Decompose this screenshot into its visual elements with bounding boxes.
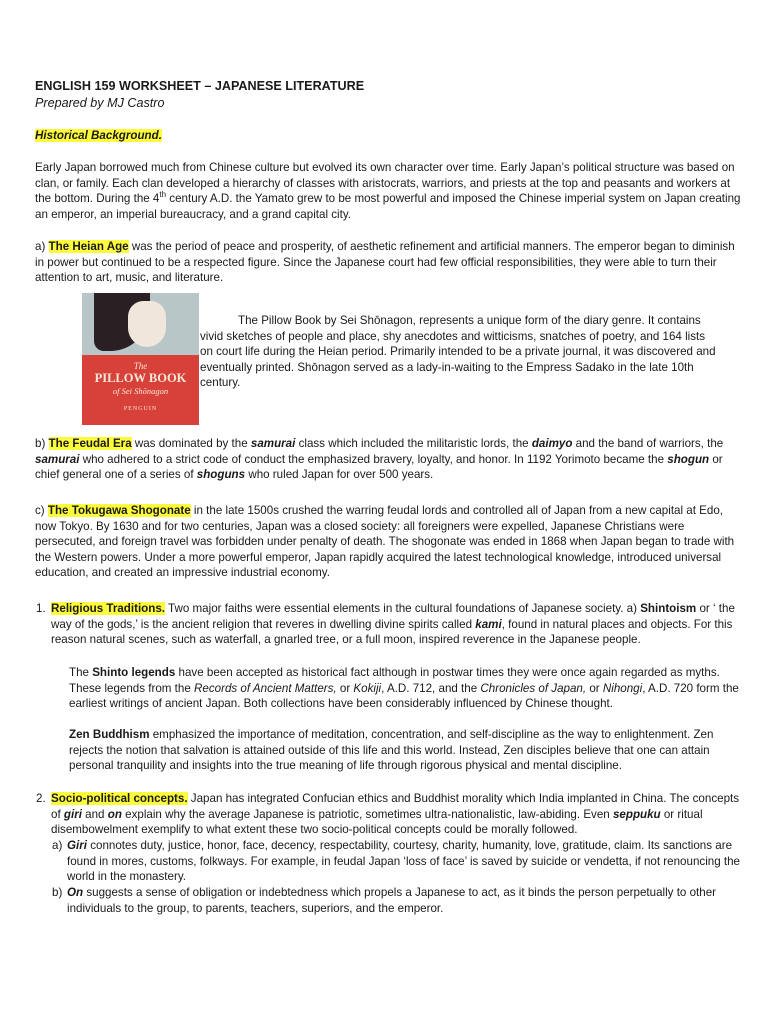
zen-buddhism-label: Zen Buddhism <box>69 728 150 741</box>
socio-text-2: and <box>81 807 108 821</box>
subitem-prefix: b) <box>52 886 63 899</box>
tokugawa-prefix: c) <box>35 504 48 517</box>
pillow-book-cover-image <box>82 293 199 425</box>
shinto-legends-label: Shinto legends <box>92 666 176 679</box>
tokugawa-text: in the late 1500s crushed the warring feudal lords and controlled all of Japan from a new capital at Edo, now Tokyo. By 1630 and for two centuries, Japan was a closed society: all foreigners were expelled, Japanese Christians were persecuted, and foreign travel was forbidden under penalty of death. The shogonate was ended in 1868 when Japan began to trade with the Western powers. Under a more powerful emperor, Japan rapidly acquired the latest technological knowledge, introduced universal education, and created an impressive industrial economy. <box>35 504 735 580</box>
historical-text-1: Early Japan borrowed much from Chinese culture but evolved its own character over time. Early Japan’s political structure was based on clan, or family. Each clan developed a hierarchy of classes with aristocrats, warriors, and priests at the top and peasants and workers at the bottom. During the 4 <box>35 161 735 206</box>
on-label: On <box>67 886 84 899</box>
shinto-text-4: or <box>586 681 603 695</box>
on-text: suggests a sense of obligation or indebtedness which propels a Japanese to act, as it binds the person perpetually to other individuals to the group, to parents, teachers, superiors, and the emperor. <box>67 886 717 915</box>
feudal-text-6: who ruled Japan for over 500 years. <box>245 468 434 482</box>
shinto-text-2: or <box>336 681 354 695</box>
socio-political-label: Socio-political concepts. <box>51 792 188 805</box>
shinto-text-5: , A.D. 720 form the earliest writings of ancient Japan. Both collections have been considerably influenced by Chinese thought. <box>69 681 739 711</box>
cover-illustration <box>82 293 199 355</box>
cover-face <box>128 301 166 347</box>
shinto-text-3: , A.D. 712, and the <box>381 681 481 695</box>
term-seppuku: seppuku <box>612 807 661 821</box>
pillow-book-paragraph: The Pillow Book by Sei Shōnagon, represents a unique form of the diary genre. It contains vivid sketches of people and place, shy anecdotes and witticisms, snatches of poetry, and 164 lists on court life during the Heian period. Primarily intended to be a private journal, it was discovered and eventually printed. Shōnagon served as a lady-in-waiting to the Empress Sadako in the late 10th century. <box>200 314 716 390</box>
socio-text-1: Japan has integrated Confucian ethics and Buddhist morality which India implanted in China. The concepts of <box>51 792 740 821</box>
term-shogun: shogun <box>667 452 710 466</box>
heian-label: The Heian Age <box>48 240 129 253</box>
religious-text-2: or ‘ the way of the gods,’ is the ancient religion that reveres in dwelling divine spirits called <box>51 602 735 631</box>
term-kami: kami <box>475 617 502 631</box>
shinto-legends-paragraph <box>69 665 742 712</box>
cover-title-line-1: The <box>133 361 148 371</box>
term-daimyo: daimyo <box>531 437 573 450</box>
term-shintoism: Shintoism <box>640 602 697 615</box>
cover-title-line-3: of Sei Shōnagon <box>112 386 169 396</box>
ordinal-suffix: th <box>159 190 167 200</box>
cover-title-line-2: PILLOW BOOK <box>94 371 187 385</box>
term-on: on <box>107 807 122 821</box>
heian-prefix: a) <box>35 240 49 253</box>
on-subitem <box>52 885 742 916</box>
tokugawa-paragraph <box>35 503 742 581</box>
title-kokiji: Kokiji <box>353 681 382 695</box>
tokugawa-label: The Tokugawa Shogonate <box>47 504 191 517</box>
title-records-of-ancient-matters: Records of Ancient Matters, <box>194 681 337 695</box>
zen-text: emphasized the importance of meditation, concentration, and self-discipline as the way to enlightenment. Zen rejects the notion that salvation is attained outside of this life and this world. Instead, Zen disciples believe that one can attain personal tranquility and insights into the true meaning of life through rigorous physical and mental discipline. <box>69 728 714 773</box>
giri-text: connotes duty, justice, honor, face, decency, respectability, courtesy, charity, humanity, love, gratitude, claim. Its sanctions are found in mores, customs, folkways. For example, in feudal Japan ‘loss of face’ is saved by suicide or vendetta, if not renouncing the world in the monastery. <box>67 839 741 884</box>
page-title: ENGLISH 159 WORKSHEET – JAPANESE LITERATURE <box>35 79 365 93</box>
term-shoguns: shoguns <box>196 468 246 482</box>
list-number: 2. <box>36 792 46 805</box>
feudal-text-1: was dominated by the <box>131 437 251 450</box>
shinto-text-1: have been accepted as historical fact although in postwar times they were once again regarded as myths. These legends from the <box>69 666 720 695</box>
socio-political-item <box>36 791 742 838</box>
feudal-text-5: or chief general one of a series of <box>35 452 723 482</box>
historical-background-paragraph <box>35 160 742 222</box>
feudal-text-4: who adhered to a strict code of conduct the emphasized bravery, loyalty, and honor. In 1192 Yorimoto became the <box>79 452 668 466</box>
giri-label: Giri <box>67 839 87 852</box>
feudal-label: The Feudal Era <box>48 437 132 450</box>
socio-text-3: explain why the average Japanese is patriotic, sometimes ultra-nationalistic, law-abiding. Even <box>121 807 613 821</box>
feudal-paragraph <box>35 436 742 483</box>
religious-traditions-label: Religious Traditions. <box>51 602 166 615</box>
list-number: 1. <box>36 602 46 615</box>
subitem-prefix: a) <box>52 839 63 852</box>
socio-text-4: or ritual disembowelment exemplify to what extent these two socio-political concepts could be morally followed. <box>51 807 703 837</box>
religious-text-1: Two major faiths were essential elements in the cultural foundations of Japanese society. a) <box>165 602 641 615</box>
feudal-text-3: and the band of warriors, the <box>572 437 724 450</box>
zen-buddhism-paragraph <box>69 727 742 774</box>
term-giri: giri <box>63 807 82 821</box>
title-nihongi: Nihongi <box>602 681 643 695</box>
page-subtitle: Prepared by MJ Castro <box>35 96 165 110</box>
historical-text-2: century A.D. the Yamato grew to be most powerful and imposed the Chinese imperial system on Japan creating an emperor, an imperial bureaucracy, and a grand capital city. <box>35 192 741 221</box>
title-chronicles-of-japan: Chronicles of Japan, <box>480 681 587 695</box>
heian-paragraph <box>35 239 742 286</box>
religious-traditions-item <box>36 601 742 648</box>
feudal-prefix: b) <box>35 437 49 450</box>
feudal-text-2: class which included the militaristic lords, the <box>295 437 532 450</box>
giri-subitem <box>52 838 742 885</box>
heian-text: was the period of peace and prosperity, of aesthetic refinement and artificial manners. The emperor began to diminish in power but continued to be a respected figure. Since the Japanese court had few official responsibilities, they were able to turn their attention to art, music, and literature. <box>35 240 735 285</box>
term-samurai: samurai <box>250 437 296 450</box>
term-samurai: samurai <box>35 452 80 466</box>
religious-text-3: , found in natural places and objects. For this reason natural scenes, such as waterfall, a gnarled tree, or a full moon, inspired reverence in the Japanese people. <box>51 617 733 647</box>
shinto-text-0: The <box>69 666 93 679</box>
section-heading-historical-background <box>35 128 162 144</box>
cover-publisher: PENGUIN <box>123 406 158 412</box>
historical-background-heading: Historical Background. <box>35 129 162 142</box>
